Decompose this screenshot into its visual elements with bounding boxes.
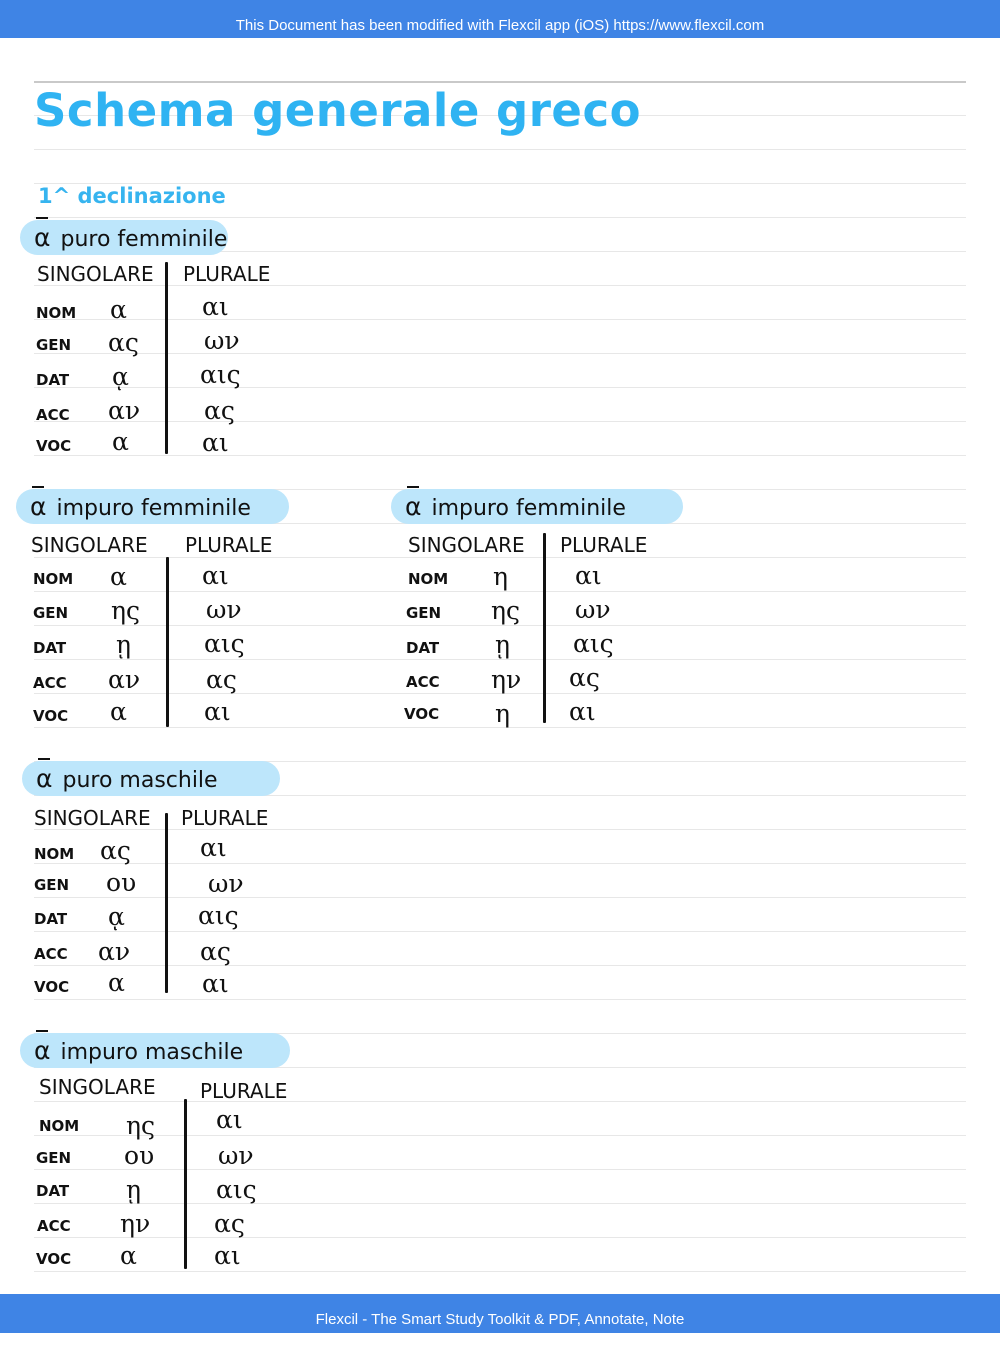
flexcil-top-banner: This Document has been modified with Flexcil app (iOS) https://www.flexcil.com: [0, 0, 1000, 38]
singular-ending: ας: [108, 328, 139, 357]
case-label: DAT: [33, 639, 67, 657]
declension-table: [22, 761, 322, 1001]
case-label: VOC: [404, 705, 440, 723]
case-label: NOM: [34, 845, 75, 863]
column-divider: [166, 557, 169, 727]
singular-ending: ᾳ: [108, 902, 125, 931]
singular-ending: α: [112, 427, 129, 456]
alpha-macron-icon: α: [34, 220, 50, 255]
singular-ending: αν: [108, 665, 141, 694]
plural-ending: αις: [573, 629, 614, 658]
column-divider: [165, 262, 168, 454]
plural-ending: αις: [200, 360, 241, 389]
plural-ending: ας: [204, 396, 235, 425]
case-label: ACC: [37, 1217, 71, 1235]
singular-ending: ῃ: [495, 630, 510, 659]
plural-header: PLURALE: [200, 1079, 288, 1103]
plural-ending: αις: [198, 901, 239, 930]
case-label: VOC: [33, 707, 69, 725]
alpha-macron-icon: α: [405, 489, 421, 524]
plural-ending: ας: [569, 663, 600, 692]
case-label: DAT: [34, 910, 68, 928]
plural-ending: ων: [206, 595, 242, 624]
singular-ending: ης: [111, 596, 140, 625]
plural-ending: αι: [575, 561, 602, 590]
alpha-macron-icon: α: [36, 761, 52, 796]
singular-ending: α: [120, 1241, 137, 1270]
declension-table: [391, 489, 701, 734]
table-heading-label: puro maschile: [62, 768, 218, 793]
singular-ending: α: [108, 968, 125, 997]
singular-ending: αν: [108, 396, 141, 425]
singular-ending: α: [110, 295, 127, 324]
case-label: GEN: [34, 876, 70, 894]
declension-table: [20, 1033, 320, 1278]
singular-ending: αν: [98, 937, 131, 966]
plural-header: PLURALE: [185, 533, 273, 557]
header-rule: [34, 81, 966, 83]
singular-header: SINGOLARE: [34, 806, 151, 830]
plural-header: PLURALE: [181, 806, 269, 830]
singular-ending: η: [493, 562, 508, 591]
table-heading-label: impuro maschile: [60, 1040, 244, 1065]
case-label: ACC: [406, 673, 440, 691]
case-label: GEN: [36, 1149, 72, 1167]
singular-ending: ᾳ: [112, 362, 129, 391]
singular-ending: α: [110, 562, 127, 591]
singular-header: SINGOLARE: [31, 533, 148, 557]
case-label: GEN: [33, 604, 69, 622]
singular-ending: η: [495, 699, 510, 728]
ruled-line: [34, 217, 966, 218]
ruled-line: [34, 149, 966, 150]
plural-ending: αι: [569, 697, 596, 726]
section-subtitle: 1^ declinazione: [38, 184, 226, 208]
case-label: VOC: [34, 978, 70, 996]
case-label: ACC: [33, 674, 67, 692]
case-label: VOC: [36, 1250, 72, 1268]
plural-ending: ων: [208, 869, 244, 898]
singular-header: SINGOLARE: [408, 533, 525, 557]
flexcil-bottom-banner: Flexcil - The Smart Study Toolkit & PDF, Annotate, Note: [0, 1294, 1000, 1333]
declension-table: [20, 220, 320, 460]
plural-ending: αις: [216, 1175, 257, 1204]
table-heading: [16, 489, 289, 524]
case-label: NOM: [39, 1117, 80, 1135]
plural-ending: ων: [204, 326, 240, 355]
table-heading-label: impuro femminile: [56, 496, 251, 521]
singular-ending: ην: [491, 665, 522, 694]
plural-ending: αι: [202, 969, 229, 998]
singular-ending: ου: [124, 1141, 155, 1170]
plural-ending: αι: [202, 428, 229, 457]
table-heading: [22, 761, 280, 796]
table-heading-label: puro femminile: [60, 227, 228, 252]
table-heading: [20, 1033, 290, 1068]
page-title: Schema generale greco: [34, 84, 642, 137]
table-heading-label: impuro femminile: [431, 496, 626, 521]
singular-ending: ῃ: [116, 630, 131, 659]
case-label: NOM: [33, 570, 74, 588]
column-divider: [184, 1099, 187, 1269]
declension-table: [16, 489, 316, 734]
plural-ending: αις: [204, 629, 245, 658]
singular-ending: ην: [120, 1209, 151, 1238]
plural-ending: ας: [206, 665, 237, 694]
case-label: ACC: [34, 945, 68, 963]
case-label: DAT: [36, 371, 70, 389]
plural-header: PLURALE: [560, 533, 648, 557]
plural-ending: ων: [575, 595, 611, 624]
plural-ending: αι: [200, 833, 227, 862]
singular-ending: ῃ: [126, 1175, 141, 1204]
case-label: ACC: [36, 406, 70, 424]
plural-ending: ων: [218, 1141, 254, 1170]
alpha-macron-icon: α: [30, 489, 46, 524]
plural-header: PLURALE: [183, 262, 271, 286]
column-divider: [165, 813, 168, 993]
case-label: NOM: [36, 304, 77, 322]
singular-ending: ης: [126, 1111, 155, 1140]
case-label: VOC: [36, 437, 72, 455]
plural-ending: ας: [200, 937, 231, 966]
case-label: DAT: [406, 639, 440, 657]
singular-ending: ου: [106, 868, 137, 897]
case-label: GEN: [36, 336, 72, 354]
case-label: NOM: [408, 570, 449, 588]
plural-ending: αι: [216, 1105, 243, 1134]
case-label: DAT: [36, 1182, 70, 1200]
case-label: GEN: [406, 604, 442, 622]
singular-header: SINGOLARE: [39, 1075, 156, 1099]
table-heading: [20, 220, 228, 255]
column-divider: [543, 533, 546, 723]
singular-ending: ης: [491, 596, 520, 625]
alpha-macron-icon: α: [34, 1033, 50, 1068]
table-heading: [391, 489, 683, 524]
plural-ending: αι: [204, 697, 231, 726]
singular-ending: α: [110, 697, 127, 726]
plural-ending: αι: [202, 561, 229, 590]
singular-header: SINGOLARE: [37, 262, 154, 286]
plural-ending: αι: [202, 292, 229, 321]
plural-ending: αι: [214, 1241, 241, 1270]
singular-ending: ας: [100, 836, 131, 865]
plural-ending: ας: [214, 1209, 245, 1238]
